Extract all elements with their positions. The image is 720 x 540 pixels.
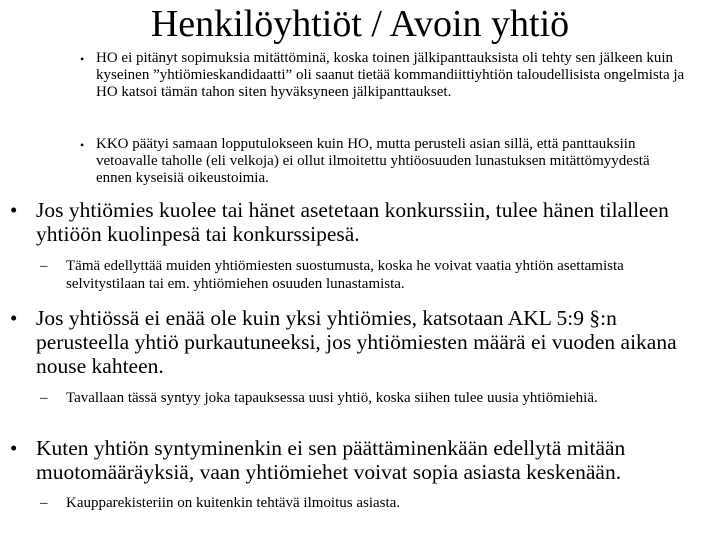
- dash-marker: –: [40, 258, 48, 274]
- sub-bullet-text: Kaupparekisteriin on kuitenkin tehtävä ilmoitus asiasta.: [66, 495, 401, 511]
- bullet-text: Jos yhtiömies kuolee tai hänet asetetaan konkurssiin, tulee hänen tilalleen yhtiöön kuolinpesä tai konkurssipesä.: [36, 198, 669, 246]
- bullet-dot: •: [80, 52, 85, 66]
- bullet-text: Kuten yhtiön syntyminenkin ei sen päättäminenkään edellytä mitään muotomääräyksiä, vaan yhtiömiehet voivat sopia asiasta keskenään.: [36, 436, 626, 484]
- bullet-dot: •: [10, 306, 18, 330]
- dash-marker: –: [40, 390, 48, 406]
- sub-bullet-text: HO ei pitänyt sopimuksia mitättöminä, koska toinen jälkipanttauksista oli tehty sen jälkeen kuin kyseinen ”yhtiömieskandidaatti” oli saanut tietää kommandiittiyhtiön taloudellisista ongelmista ja HO katsoi tämän tahon siten hyväksyneen jälkipanttaukset.: [96, 50, 685, 101]
- bullet-dot: •: [10, 436, 18, 460]
- bullet-text: Jos yhtiössä ei enää ole kuin yksi yhtiömies, katsotaan AKL 5:9 §:n perusteella yhtiö purkautuneeksi, jos yhtiömiesten määrä ei vuoden aikana nouse kahteen.: [36, 306, 677, 378]
- sub-bullet-text: Tämä edellyttää muiden yhtiömiesten suostumusta, koska he voivat vaatia yhtiön asettamista selvitystilaan tai em. yhtiömiehen osuuden lunastamista.: [66, 258, 624, 292]
- sub-bullet-text: Tavallaan tässä syntyy joka tapauksessa uusi yhtiö, koska siihen tulee uusia yhtiömiehiä.: [66, 390, 598, 406]
- sub-bullet-text: KKO päätyi samaan lopputulokseen kuin HO, mutta perusteli asian sillä, että panttauksiin vetoavalle taholle (eli velkoja) ei ollut ilmoitettu yhtiöosuuden lunastuksen mitättömyydestä ennen kyseisiä oikeustoimia.: [96, 136, 650, 187]
- bullet-dot: •: [10, 198, 18, 222]
- slide-title: Henkilöyhtiöt / Avoin yhtiö: [150, 3, 570, 45]
- dash-marker: –: [40, 495, 48, 511]
- bullet-dot: •: [80, 138, 85, 152]
